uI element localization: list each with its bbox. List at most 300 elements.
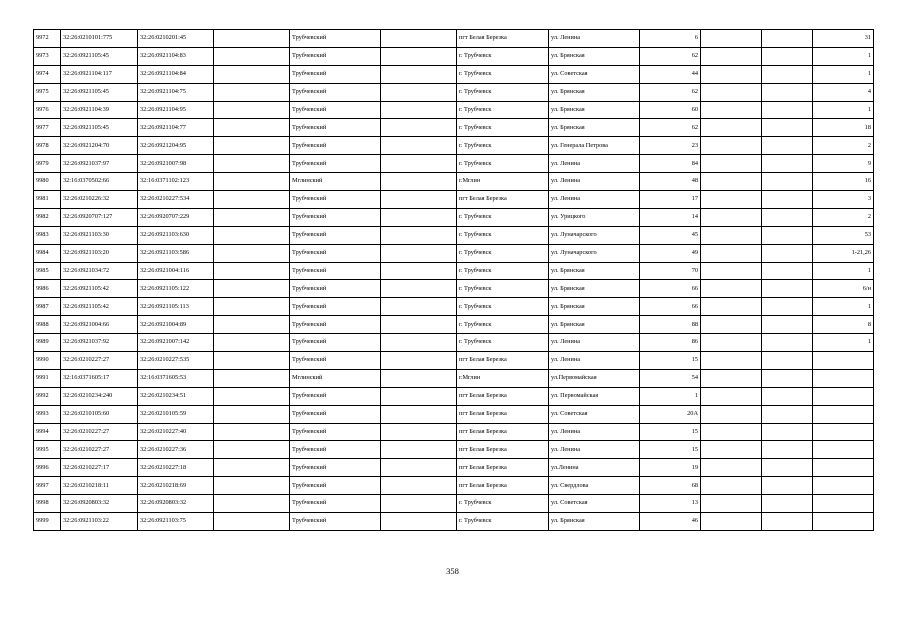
cell-settlement: пгт Белая Березка	[457, 30, 549, 48]
cell-blank-column-d	[762, 334, 813, 352]
cell-street: ул. Брянская	[549, 262, 640, 280]
cell-blank-column-c	[701, 280, 762, 298]
cell-cadastral-number: 32:26:0921103:30	[61, 226, 138, 244]
cell-blank-column-d	[762, 30, 813, 48]
cell-blank-column-c	[701, 47, 762, 65]
cell-cadastral-number: 32:26:0921204:70	[61, 137, 138, 155]
cell-blank-column-c	[701, 369, 762, 387]
cell-blank-column-a	[214, 47, 290, 65]
cell-cadastral-number: 32:26:0210218:11	[61, 477, 138, 495]
cell-parent-cadastral-number: 32:26:0210234:51	[138, 387, 214, 405]
cell-settlement: г. Трубчевск	[457, 262, 549, 280]
cell-parent-cadastral-number: 32:26:0921004:116	[138, 262, 214, 280]
cell-blank-column-a	[214, 155, 290, 173]
cell-blank-column-c	[701, 387, 762, 405]
cell-blank-column-c	[701, 405, 762, 423]
cell-apartment-number	[813, 405, 874, 423]
cell-apartment-number: 2	[813, 208, 874, 226]
cell-blank-column-d	[762, 173, 813, 191]
table-row	[34, 477, 874, 495]
cell-blank-column-c	[701, 173, 762, 191]
cell-apartment-number: 6/н	[813, 280, 874, 298]
cell-row-number: 9998	[34, 495, 61, 513]
cell-house-number: 60	[640, 101, 701, 119]
cell-street: ул.Первомайская	[549, 369, 640, 387]
cell-parent-cadastral-number: 32:26:0920707:229	[138, 208, 214, 226]
cell-apartment-number: 1	[813, 47, 874, 65]
cell-settlement: г. Трубчевск	[457, 101, 549, 119]
cell-settlement: г. Трубчевск	[457, 226, 549, 244]
registry-table	[33, 29, 874, 531]
cell-blank-column-b	[381, 423, 457, 441]
cell-blank-column-a	[214, 495, 290, 513]
cell-blank-column-b	[381, 369, 457, 387]
cell-blank-column-c	[701, 83, 762, 101]
cell-settlement: пгт Белая Березка	[457, 459, 549, 477]
cell-settlement: г. Трубчевск	[457, 65, 549, 83]
table-row	[34, 513, 874, 531]
cell-parent-cadastral-number: 32:26:0920803:32	[138, 495, 214, 513]
cell-blank-column-a	[214, 369, 290, 387]
cell-settlement: пгт Белая Березка	[457, 352, 549, 370]
cell-street: ул. Урицкого	[549, 208, 640, 226]
table-row	[34, 47, 874, 65]
cell-blank-column-b	[381, 137, 457, 155]
cell-blank-column-c	[701, 101, 762, 119]
cell-blank-column-a	[214, 387, 290, 405]
table-row	[34, 119, 874, 137]
cell-district: Трубчевский	[290, 244, 381, 262]
table-row	[34, 405, 874, 423]
cell-blank-column-c	[701, 30, 762, 48]
cell-settlement: г.Мглин	[457, 173, 549, 191]
cell-blank-column-b	[381, 47, 457, 65]
cell-row-number: 9973	[34, 47, 61, 65]
cell-apartment-number: 1	[813, 65, 874, 83]
cell-district: Трубчевский	[290, 191, 381, 209]
cell-row-number: 9996	[34, 459, 61, 477]
cell-blank-column-b	[381, 119, 457, 137]
cell-street: ул. Ленина	[549, 352, 640, 370]
cell-blank-column-a	[214, 423, 290, 441]
cell-blank-column-d	[762, 316, 813, 334]
cell-settlement: г. Трубчевск	[457, 119, 549, 137]
cell-parent-cadastral-number: 32:26:0921104:83	[138, 47, 214, 65]
cell-district: Мглинский	[290, 369, 381, 387]
cell-parent-cadastral-number: 32:26:0210227:18	[138, 459, 214, 477]
cell-row-number: 9976	[34, 101, 61, 119]
cell-house-number: 14	[640, 208, 701, 226]
cell-house-number: 88	[640, 316, 701, 334]
cell-blank-column-d	[762, 387, 813, 405]
cell-street: ул. Советская	[549, 405, 640, 423]
cell-street: ул. Брянская	[549, 316, 640, 334]
cell-row-number: 9977	[34, 119, 61, 137]
cell-blank-column-d	[762, 352, 813, 370]
cell-settlement: г. Трубчевск	[457, 298, 549, 316]
cell-blank-column-c	[701, 298, 762, 316]
table-row	[34, 191, 874, 209]
cell-street: ул. Советская	[549, 495, 640, 513]
cell-street: ул. Свердлова	[549, 477, 640, 495]
cell-blank-column-a	[214, 208, 290, 226]
cell-parent-cadastral-number: 32:16:0371102:123	[138, 173, 214, 191]
cell-apartment-number: 2	[813, 137, 874, 155]
cell-district: Трубчевский	[290, 208, 381, 226]
cell-blank-column-d	[762, 280, 813, 298]
cell-apartment-number: 4	[813, 83, 874, 101]
cell-district: Трубчевский	[290, 316, 381, 334]
cell-blank-column-b	[381, 334, 457, 352]
cell-parent-cadastral-number: 32:26:0210227:36	[138, 441, 214, 459]
cell-cadastral-number: 32:26:0921105:42	[61, 298, 138, 316]
cell-apartment-number: 1	[813, 101, 874, 119]
cell-row-number: 9972	[34, 30, 61, 48]
cell-cadastral-number: 32:26:0921037:92	[61, 334, 138, 352]
cell-parent-cadastral-number: 32:26:0921104:77	[138, 119, 214, 137]
cell-blank-column-c	[701, 137, 762, 155]
cell-house-number: 1	[640, 387, 701, 405]
cell-blank-column-d	[762, 47, 813, 65]
cell-blank-column-b	[381, 387, 457, 405]
cell-blank-column-a	[214, 262, 290, 280]
cell-district: Трубчевский	[290, 423, 381, 441]
cell-blank-column-c	[701, 352, 762, 370]
table-row	[34, 441, 874, 459]
cell-row-number: 9979	[34, 155, 61, 173]
cell-street: ул. Первомайская	[549, 387, 640, 405]
cell-district: Трубчевский	[290, 387, 381, 405]
cell-blank-column-c	[701, 155, 762, 173]
cell-blank-column-a	[214, 316, 290, 334]
cell-apartment-number: 9	[813, 155, 874, 173]
cell-blank-column-a	[214, 441, 290, 459]
table-row	[34, 83, 874, 101]
cell-blank-column-a	[214, 280, 290, 298]
cell-blank-column-c	[701, 477, 762, 495]
table-row	[34, 65, 874, 83]
cell-house-number: 66	[640, 298, 701, 316]
cell-apartment-number	[813, 441, 874, 459]
table-row	[34, 262, 874, 280]
cell-house-number: 70	[640, 262, 701, 280]
cell-cadastral-number: 32:26:0210227:27	[61, 352, 138, 370]
cell-district: Трубчевский	[290, 155, 381, 173]
cell-cadastral-number: 32:26:0921105:45	[61, 83, 138, 101]
cell-blank-column-c	[701, 316, 762, 334]
table-row	[34, 387, 874, 405]
cell-district: Трубчевский	[290, 513, 381, 531]
cell-blank-column-d	[762, 477, 813, 495]
table-row	[34, 316, 874, 334]
table-row	[34, 101, 874, 119]
cell-apartment-number: 18	[813, 119, 874, 137]
cell-parent-cadastral-number: 32:26:0210227:535	[138, 352, 214, 370]
cell-settlement: пгт Белая Березка	[457, 423, 549, 441]
cell-apartment-number	[813, 352, 874, 370]
cell-settlement: пгт Белая Березка	[457, 477, 549, 495]
table-row	[34, 352, 874, 370]
cell-blank-column-d	[762, 495, 813, 513]
cell-house-number: 23	[640, 137, 701, 155]
cell-street: ул. Брянская	[549, 47, 640, 65]
cell-district: Трубчевский	[290, 280, 381, 298]
cell-house-number: 62	[640, 83, 701, 101]
cell-district: Трубчевский	[290, 101, 381, 119]
cell-district: Трубчевский	[290, 298, 381, 316]
cell-cadastral-number: 32:26:0210227:27	[61, 441, 138, 459]
cell-street: ул. Ленина	[549, 155, 640, 173]
cell-house-number: 86	[640, 334, 701, 352]
cell-blank-column-a	[214, 119, 290, 137]
cell-house-number: 45	[640, 226, 701, 244]
cell-row-number: 9995	[34, 441, 61, 459]
cell-street: ул. Брянская	[549, 83, 640, 101]
cell-settlement: г. Трубчевск	[457, 244, 549, 262]
cell-settlement: г. Трубчевск	[457, 83, 549, 101]
cell-cadastral-number: 32:26:0210226:32	[61, 191, 138, 209]
cell-street: ул. Ленина	[549, 191, 640, 209]
cell-cadastral-number: 32:26:0921104:39	[61, 101, 138, 119]
cell-district: Трубчевский	[290, 262, 381, 280]
cell-blank-column-b	[381, 226, 457, 244]
table-row	[34, 155, 874, 173]
cell-blank-column-c	[701, 244, 762, 262]
cell-blank-column-c	[701, 423, 762, 441]
cell-blank-column-d	[762, 226, 813, 244]
cell-blank-column-c	[701, 441, 762, 459]
cell-street: ул. Ленина	[549, 30, 640, 48]
cell-district: Трубчевский	[290, 65, 381, 83]
cell-blank-column-b	[381, 262, 457, 280]
cell-district: Трубчевский	[290, 30, 381, 48]
cell-blank-column-b	[381, 316, 457, 334]
cell-apartment-number	[813, 369, 874, 387]
cell-blank-column-d	[762, 83, 813, 101]
cell-blank-column-b	[381, 280, 457, 298]
cell-settlement: г. Трубчевск	[457, 137, 549, 155]
cell-blank-column-b	[381, 459, 457, 477]
cell-blank-column-b	[381, 441, 457, 459]
cell-blank-column-b	[381, 298, 457, 316]
cell-row-number: 9982	[34, 208, 61, 226]
cell-settlement: г. Трубчевск	[457, 47, 549, 65]
cell-house-number: 84	[640, 155, 701, 173]
cell-street: ул. Ленина	[549, 173, 640, 191]
cell-row-number: 9989	[34, 334, 61, 352]
cell-house-number: 15	[640, 423, 701, 441]
cell-house-number: 68	[640, 477, 701, 495]
cell-settlement: г. Трубчевск	[457, 155, 549, 173]
cell-parent-cadastral-number: 32:26:0921204:95	[138, 137, 214, 155]
cell-district: Трубчевский	[290, 137, 381, 155]
cell-blank-column-c	[701, 262, 762, 280]
cell-blank-column-d	[762, 119, 813, 137]
cell-settlement: г. Трубчевск	[457, 334, 549, 352]
cell-parent-cadastral-number: 32:26:0921105:113	[138, 298, 214, 316]
cell-street: ул. Брянская	[549, 280, 640, 298]
cell-cadastral-number: 32:26:0920707:127	[61, 208, 138, 226]
cell-apartment-number	[813, 387, 874, 405]
cell-cadastral-number: 32:26:0210105:60	[61, 405, 138, 423]
cell-street: ул.Ленина	[549, 459, 640, 477]
cell-house-number: 20А	[640, 405, 701, 423]
cell-blank-column-a	[214, 83, 290, 101]
cell-blank-column-d	[762, 262, 813, 280]
cell-blank-column-a	[214, 352, 290, 370]
cell-cadastral-number: 32:26:0210227:27	[61, 423, 138, 441]
cell-blank-column-c	[701, 65, 762, 83]
cell-apartment-number: 8	[813, 316, 874, 334]
cell-street: ул. Ленина	[549, 441, 640, 459]
cell-parent-cadastral-number: 32:26:0210227:40	[138, 423, 214, 441]
cell-house-number: 17	[640, 191, 701, 209]
cell-settlement: г. Трубчевск	[457, 495, 549, 513]
cell-parent-cadastral-number: 32:26:0921004:89	[138, 316, 214, 334]
cell-blank-column-a	[214, 65, 290, 83]
cell-apartment-number: 16	[813, 173, 874, 191]
cell-district: Трубчевский	[290, 459, 381, 477]
cell-blank-column-d	[762, 459, 813, 477]
table-row	[34, 280, 874, 298]
cell-blank-column-d	[762, 137, 813, 155]
cell-blank-column-b	[381, 405, 457, 423]
cell-house-number: 46	[640, 513, 701, 531]
cell-district: Трубчевский	[290, 226, 381, 244]
cell-apartment-number	[813, 423, 874, 441]
cell-blank-column-d	[762, 513, 813, 531]
cell-settlement: г. Трубчевск	[457, 316, 549, 334]
table-row	[34, 173, 874, 191]
cell-apartment-number: 53	[813, 226, 874, 244]
cell-street: ул. Ленина	[549, 334, 640, 352]
cell-street: ул. Луначарского	[549, 244, 640, 262]
table-row	[34, 226, 874, 244]
cell-street: ул. Брянская	[549, 101, 640, 119]
table-row	[34, 244, 874, 262]
cell-apartment-number	[813, 513, 874, 531]
cell-parent-cadastral-number: 32:26:0921103:75	[138, 513, 214, 531]
cell-house-number: 48	[640, 173, 701, 191]
cell-blank-column-d	[762, 298, 813, 316]
table-row	[34, 369, 874, 387]
cell-cadastral-number: 32:26:0921105:42	[61, 280, 138, 298]
cell-district: Мглинский	[290, 173, 381, 191]
cell-settlement: пгт Белая Березка	[457, 405, 549, 423]
cell-street: ул. Генерала Петрова	[549, 137, 640, 155]
cell-cadastral-number: 32:26:0921037:97	[61, 155, 138, 173]
cell-apartment-number: 1	[813, 262, 874, 280]
cell-apartment-number	[813, 477, 874, 495]
cell-blank-column-c	[701, 334, 762, 352]
cell-blank-column-d	[762, 208, 813, 226]
cell-row-number: 9991	[34, 369, 61, 387]
cell-settlement: пгт Белая Березка	[457, 387, 549, 405]
cell-apartment-number: 31	[813, 30, 874, 48]
cell-blank-column-d	[762, 155, 813, 173]
cell-row-number: 9990	[34, 352, 61, 370]
cell-settlement: г. Трубчевск	[457, 208, 549, 226]
cell-settlement: пгт Белая Березка	[457, 441, 549, 459]
cell-house-number: 66	[640, 280, 701, 298]
registry-table-body	[34, 30, 874, 531]
cell-house-number: 54	[640, 369, 701, 387]
cell-blank-column-d	[762, 65, 813, 83]
cell-apartment-number: 3	[813, 191, 874, 209]
cell-blank-column-d	[762, 101, 813, 119]
cell-blank-column-c	[701, 119, 762, 137]
cell-blank-column-b	[381, 513, 457, 531]
cell-parent-cadastral-number: 32:26:0921103:586	[138, 244, 214, 262]
cell-district: Трубчевский	[290, 352, 381, 370]
table-row	[34, 423, 874, 441]
table-row	[34, 298, 874, 316]
cell-row-number: 9986	[34, 280, 61, 298]
cell-row-number: 9974	[34, 65, 61, 83]
cell-street: ул. Советская	[549, 65, 640, 83]
cell-blank-column-d	[762, 405, 813, 423]
cell-street: ул. Луначарского	[549, 226, 640, 244]
cell-blank-column-a	[214, 137, 290, 155]
cell-settlement: пгт Белая Березка	[457, 191, 549, 209]
cell-blank-column-d	[762, 441, 813, 459]
cell-cadastral-number: 32:26:0921004:66	[61, 316, 138, 334]
page-number: 358	[446, 566, 459, 576]
cell-parent-cadastral-number: 32:16:0371605:53	[138, 369, 214, 387]
cell-cadastral-number: 32:16:0370502:66	[61, 173, 138, 191]
cell-blank-column-a	[214, 477, 290, 495]
cell-street: ул. Ленина	[549, 423, 640, 441]
cell-house-number: 62	[640, 47, 701, 65]
cell-row-number: 9994	[34, 423, 61, 441]
cell-cadastral-number: 32:26:0210101:775	[61, 30, 138, 48]
cell-cadastral-number: 32:26:0921103:22	[61, 513, 138, 531]
cell-settlement: г. Трубчевск	[457, 280, 549, 298]
cell-blank-column-c	[701, 226, 762, 244]
cell-cadastral-number: 32:26:0210227:17	[61, 459, 138, 477]
cell-parent-cadastral-number: 32:26:0921104:75	[138, 83, 214, 101]
cell-parent-cadastral-number: 32:26:0921104:84	[138, 65, 214, 83]
cell-blank-column-c	[701, 191, 762, 209]
cell-blank-column-a	[214, 226, 290, 244]
cell-blank-column-b	[381, 352, 457, 370]
table-row	[34, 459, 874, 477]
cell-blank-column-b	[381, 83, 457, 101]
cell-apartment-number	[813, 459, 874, 477]
table-row	[34, 495, 874, 513]
cell-cadastral-number: 32:26:0920803:32	[61, 495, 138, 513]
cell-parent-cadastral-number: 32:26:0210201:45	[138, 30, 214, 48]
cell-cadastral-number: 32:26:0921104:117	[61, 65, 138, 83]
cell-row-number: 9985	[34, 262, 61, 280]
cell-district: Трубчевский	[290, 83, 381, 101]
cell-cadastral-number: 32:26:0921105:45	[61, 47, 138, 65]
cell-district: Трубчевский	[290, 119, 381, 137]
cell-blank-column-a	[214, 101, 290, 119]
cell-row-number: 9980	[34, 173, 61, 191]
cell-cadastral-number: 32:26:0921103:20	[61, 244, 138, 262]
cell-row-number: 9992	[34, 387, 61, 405]
cell-blank-column-b	[381, 495, 457, 513]
cell-apartment-number	[813, 495, 874, 513]
cell-district: Трубчевский	[290, 441, 381, 459]
cell-settlement: г. Трубчевск	[457, 513, 549, 531]
cell-blank-column-b	[381, 191, 457, 209]
cell-blank-column-d	[762, 191, 813, 209]
cell-blank-column-d	[762, 369, 813, 387]
cell-parent-cadastral-number: 32:26:0921103:630	[138, 226, 214, 244]
cell-blank-column-a	[214, 405, 290, 423]
